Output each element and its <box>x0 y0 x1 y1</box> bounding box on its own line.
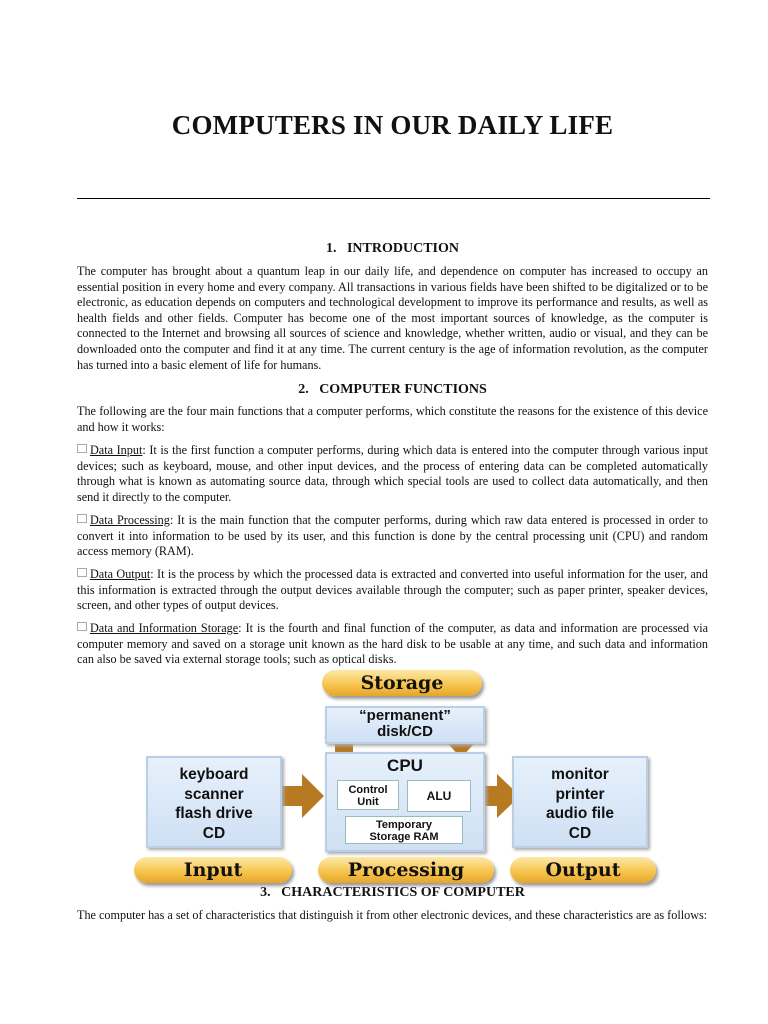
function-desc: : It is the main function that the computer performs, during which raw data entered is processed in order to convert it into information to be used by its user, and this function is done by the central processing unit (CPU) and random access memory (RAM). <box>77 513 708 559</box>
section-3-number: 3. <box>260 885 271 900</box>
section-2-title: COMPUTER FUNCTIONS <box>319 382 487 397</box>
storage-box-line: “permanent” <box>359 707 451 724</box>
function-item-processing <box>77 513 708 560</box>
output-device: audio file <box>545 805 615 822</box>
bullet-icon <box>77 622 87 631</box>
function-desc: : It is the fourth and final function of the computer, as data and information are processed via computer memory and saved on a storage unit known as the hard disk to be usable at any time, and such data and information can also be saved via external storage tools; such as optical disks. <box>77 621 708 667</box>
control-unit-line: Control <box>348 784 388 796</box>
title-divider <box>77 198 710 199</box>
input-device: CD <box>202 824 226 842</box>
processing-label: Processing <box>318 857 494 883</box>
section-1-number: 1. <box>325 241 337 256</box>
output-device: printer <box>555 785 605 803</box>
output-device: CD <box>568 824 592 842</box>
page-title: COMPUTERS IN OUR DAILY LIFE <box>171 110 614 140</box>
storage-box <box>325 706 485 744</box>
section-2-heading <box>77 382 708 398</box>
temp-storage-line: Storage RAM <box>369 831 439 843</box>
function-item-input <box>77 443 708 505</box>
section-1-text: The computer has brought about a quantum leap in our daily life, and dependence on computer has increased to occupy an essential position in every home and every company. All transactions in various fields have been shifted to be digitalized or to be electronic, as education depends on computers and technological development to improve its performance and results, as well as health fields and other fields. Computer has become one of the most important sources of knowledge, as the computer is connected to the Internet and browsing all sources of science and knowledge, whether written, audio or visual, and they can be downloaded onto the computer and find it at any time. The current century is the age of information revolution, as the computer has turned into a basic element of life for humans. <box>77 264 708 372</box>
section-1-title: INTRODUCTION <box>346 241 459 256</box>
function-item-storage <box>77 621 708 668</box>
input-device: flash drive <box>175 805 253 822</box>
bullet-icon <box>77 568 87 577</box>
function-term: Data Processing <box>90 513 170 527</box>
computer-functions-diagram <box>132 668 662 886</box>
output-label: Output <box>510 857 656 883</box>
section-1-heading <box>77 241 708 257</box>
bullet-icon <box>77 444 87 453</box>
cpu-box <box>325 752 485 852</box>
function-desc: : It is the process by which the processed data is extracted and converted into useful information for the user, and this information is extracted through the output devices available through the computer; such as paper printer, speaker devices, screen, and other types of output devices. <box>77 567 708 613</box>
input-label: Input <box>134 857 292 883</box>
input-device: scanner <box>184 785 244 803</box>
section-3-title: CHARACTERISTICS OF COMPUTER <box>281 885 525 900</box>
function-item-output <box>77 567 708 614</box>
function-term: Data and Information Storage <box>90 621 239 635</box>
alu: ALU <box>407 780 471 812</box>
output-devices-box <box>512 756 648 848</box>
temp-storage-line: Temporary <box>375 819 433 831</box>
control-unit-line: Unit <box>357 796 379 808</box>
section-3-text: The computer has a set of characteristics that distinguish it from other electronic devices, and these characteristics are as follows: <box>77 908 708 922</box>
storage-label: Storage <box>322 670 482 696</box>
temporary-storage <box>345 816 463 844</box>
function-term: Data Input <box>90 443 143 457</box>
cpu-label: CPU <box>387 756 423 775</box>
output-device: monitor <box>551 766 609 783</box>
section-2-number: 2. <box>298 382 309 397</box>
storage-box-line: disk/CD <box>377 723 433 740</box>
control-unit <box>337 780 399 810</box>
section-3-heading <box>77 885 708 901</box>
function-term: Data Output <box>90 567 151 581</box>
arrow-input-to-cpu <box>282 774 324 818</box>
input-device: keyboard <box>179 766 249 783</box>
section-2-intro: The following are the four main functions that a computer performs, which constitute the reasons for the existence of this device and how it works: <box>77 404 708 434</box>
function-desc: : It is the first function a computer performs, during which data is entered into the computer through various input devices; such as keyboard, mouse, and other input devices, and the process of entering data can be completed automatically through what is known as automating source data, through which special tools are used to collect data automatically, and then send it directly to the computer. <box>77 443 709 504</box>
bullet-icon <box>77 514 87 523</box>
input-devices-box <box>146 756 282 848</box>
